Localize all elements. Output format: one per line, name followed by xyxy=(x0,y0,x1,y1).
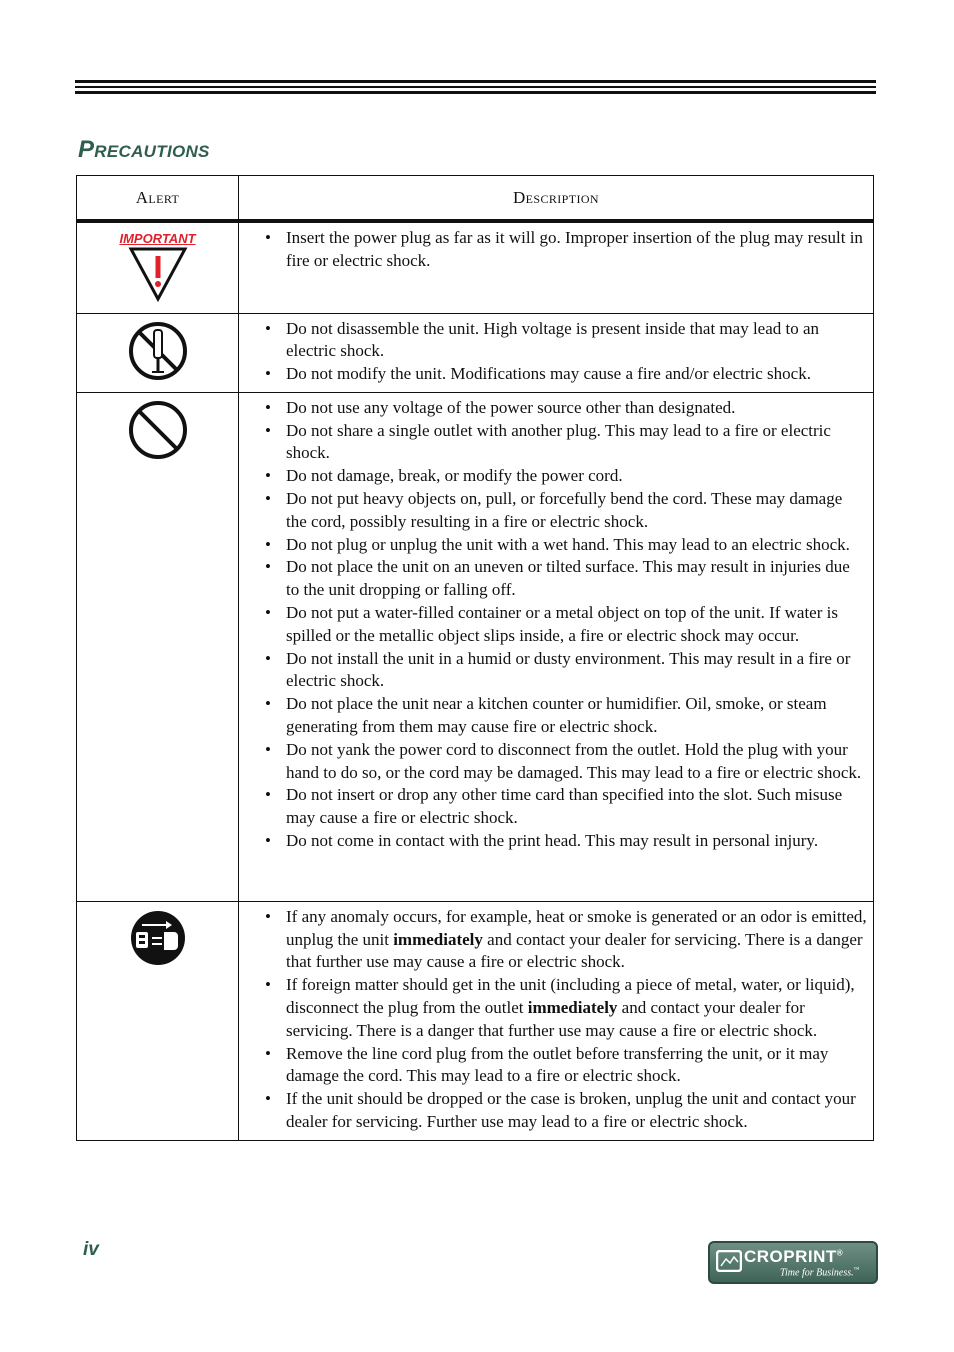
logo-tagline: Time for Business.™ xyxy=(780,1267,860,1279)
header-rule xyxy=(75,80,876,83)
table-row xyxy=(77,221,874,313)
precaution-list xyxy=(245,227,867,273)
prohibited-icon xyxy=(127,399,189,461)
logo-text: CROPRINT® xyxy=(744,1247,844,1266)
list-item: • If foreign matter should get in the unit (including a piece of metal, water, or liquid), disconnect the plug from the outlet immediately and contact your dealer for servicing. There is a danger that further use may cause a fire or electric shock. xyxy=(245,974,867,1042)
list-item: • Do not yank the power cord to disconnect from the outlet. Hold the plug with your hand to do so, or the cord may be damaged. This may lead to a fire or electric shock. xyxy=(245,739,867,785)
list-item: • Do not place the unit near a kitchen counter or humidifier. Oil, smoke, or steam generating from them may cause fire or electric shock. xyxy=(245,693,867,739)
list-item: • Do not insert or drop any other time card than specified into the slot. Such misuse may cause a fire or electric shock. xyxy=(245,784,867,830)
column-header-alert: Alert xyxy=(77,176,239,222)
logo-mark-icon xyxy=(716,1250,742,1272)
acroprint-logo xyxy=(708,1241,878,1284)
header-rules xyxy=(75,80,876,97)
list-item: • Do not use any voltage of the power source other than designated. xyxy=(245,397,867,420)
page-title: Precautions xyxy=(78,136,210,163)
description-cell xyxy=(239,392,874,901)
table-row xyxy=(77,901,874,1140)
precaution-list xyxy=(245,906,867,1134)
list-item: • Do not plug or unplug the unit with a wet hand. This may lead to an electric shock. xyxy=(245,534,867,557)
no-disassembly-icon xyxy=(127,320,189,382)
list-item: • Insert the power plug as far as it will go. Improper insertion of the plug may result in fire or electric shock. xyxy=(245,227,867,273)
important-label: IMPORTANT xyxy=(119,231,196,246)
table-header-row xyxy=(77,176,874,222)
list-item: • Do not damage, break, or modify the power cord. xyxy=(245,465,867,488)
list-item: • Do not share a single outlet with another plug. This may lead to a fire or electric shock. xyxy=(245,420,867,466)
list-item: • Do not modify the unit. Modifications may cause a fire and/or electric shock. xyxy=(245,363,867,386)
alert-cell xyxy=(77,221,239,313)
list-item: • If the unit should be dropped or the case is broken, unplug the unit and contact your dealer for servicing. Further use may lead to a fire or electric shock. xyxy=(245,1088,867,1134)
unplug-icon xyxy=(128,908,188,968)
page-number: iv xyxy=(83,1239,99,1260)
alert-cell xyxy=(77,313,239,392)
list-item: • Do not put a water-filled container or a metal object on top of the unit. If water is spilled or the metallic object slips inside, a fire or electric shock may occur. xyxy=(245,602,867,648)
description-cell xyxy=(239,901,874,1140)
table-row xyxy=(77,313,874,392)
precautions-table xyxy=(76,175,874,1141)
list-item: • If any anomaly occurs, for example, heat or smoke is generated or an odor is emitted, unplug the unit immediately and contact your dealer for servicing. There is a danger that further use may cause a fire or electric shock. xyxy=(245,906,867,974)
column-header-description: Description xyxy=(239,176,874,222)
description-cell xyxy=(239,221,874,313)
header-rule xyxy=(75,86,876,88)
precaution-list xyxy=(245,397,867,853)
alert-cell xyxy=(77,901,239,1140)
important-warning-icon xyxy=(128,246,188,302)
header-rule xyxy=(75,91,876,94)
description-cell xyxy=(239,313,874,392)
list-item: • Do not place the unit on an uneven or tilted surface. This may result in injuries due to the unit dropping or falling off. xyxy=(245,556,867,602)
table-row xyxy=(77,392,874,901)
list-item: • Do not put heavy objects on, pull, or forcefully bend the cord. These may damage the cord, possibly resulting in a fire or electric shock. xyxy=(245,488,867,534)
precaution-list xyxy=(245,318,867,386)
list-item: • Do not come in contact with the print head. This may result in personal injury. xyxy=(245,830,867,853)
list-item: • Do not disassemble the unit. High voltage is present inside that may lead to an electric shock. xyxy=(245,318,867,364)
alert-cell xyxy=(77,392,239,901)
list-item: • Remove the line cord plug from the outlet before transferring the unit, or it may damage the cord. This may lead to a fire or electric shock. xyxy=(245,1043,867,1089)
list-item: • Do not install the unit in a humid or dusty environment. This may result in a fire or electric shock. xyxy=(245,648,867,694)
